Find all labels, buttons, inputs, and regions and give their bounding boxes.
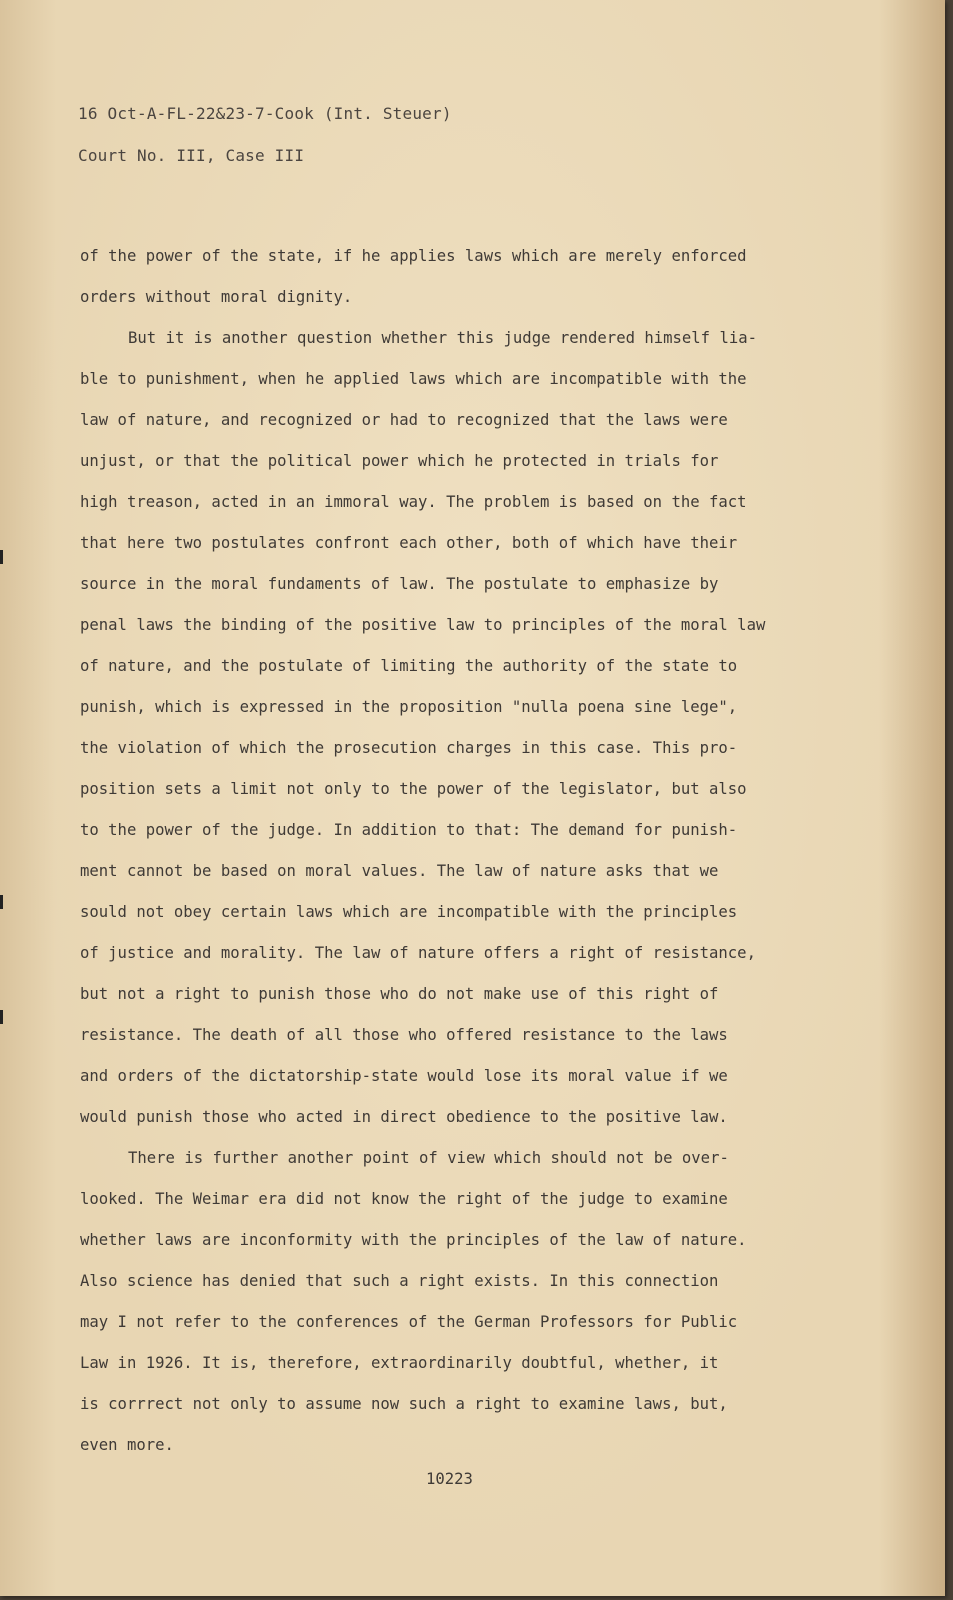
text-line: Also science has denied that such a right exists. In this connection [80, 1272, 719, 1290]
text-line: would punish those who acted in direct obedience to the positive law. [80, 1108, 728, 1126]
binding-mark [0, 1010, 3, 1024]
text-line: punish, which is expressed in the proposition "nulla poena sine lege", [80, 698, 738, 716]
text-line: source in the moral fundaments of law. The postulate to emphasize by [80, 575, 719, 593]
text-line: penal laws the binding of the positive law to principles of the moral law [80, 616, 766, 634]
text-line: unjust, or that the political power which he protected in trials for [80, 452, 719, 470]
text-line: of justice and morality. The law of nature offers a right of resistance, [80, 944, 756, 962]
text-line: law of nature, and recognized or had to recognized that the laws were [80, 411, 728, 429]
text-line: sould not obey certain laws which are incompatible with the principles [80, 903, 738, 921]
text-line: Law in 1926. It is, therefore, extraordinarily doubtful, whether, it [80, 1354, 719, 1372]
text-line: of nature, and the postulate of limiting the authority of the state to [80, 657, 738, 675]
text-line: of the power of the state, if he applies laws which are merely enforced [80, 247, 747, 265]
body-text [80, 236, 840, 1466]
text-line: to the power of the judge. In addition to that: The demand for punish- [80, 821, 738, 839]
text-line: position sets a limit not only to the power of the legislator, but also [80, 780, 747, 798]
text-line: orders without moral dignity. [80, 288, 353, 306]
binding-mark [0, 550, 3, 564]
text-line: that here two postulates confront each other, both of which have their [80, 534, 738, 552]
text-line: resistance. The death of all those who offered resistance to the laws [80, 1026, 728, 1044]
text-line: but not a right to punish those who do not make use of this right of [80, 985, 719, 1003]
text-line: high treason, acted in an immoral way. The problem is based on the fact [80, 493, 747, 511]
court-case-line: Court No. III, Case III [78, 146, 305, 165]
document-reference: 16 Oct-A-FL-22&23-7-Cook (Int. Steuer) [78, 104, 452, 123]
text-line: ble to punishment, when he applied laws which are incompatible with the [80, 370, 747, 388]
text-line: even more. [80, 1436, 174, 1454]
text-line: ment cannot be based on moral values. The law of nature asks that we [80, 862, 719, 880]
text-line: and orders of the dictatorship-state would lose its moral value if we [80, 1067, 728, 1085]
page-number: 10223 [426, 1470, 473, 1488]
text-line: may I not refer to the conferences of the German Professors for Public [80, 1313, 738, 1331]
text-line: looked. The Weimar era did not know the right of the judge to examine [80, 1190, 728, 1208]
binding-mark [0, 895, 3, 909]
text-line: the violation of which the prosecution charges in this case. This pro- [80, 739, 738, 757]
text-line: There is further another point of view which should not be over- [128, 1149, 729, 1167]
text-line: whether laws are inconformity with the principles of the law of nature. [80, 1231, 747, 1249]
text-line: is corrrect not only to assume now such a right to examine laws, but, [80, 1395, 728, 1413]
text-line: But it is another question whether this judge rendered himself lia- [128, 329, 758, 347]
